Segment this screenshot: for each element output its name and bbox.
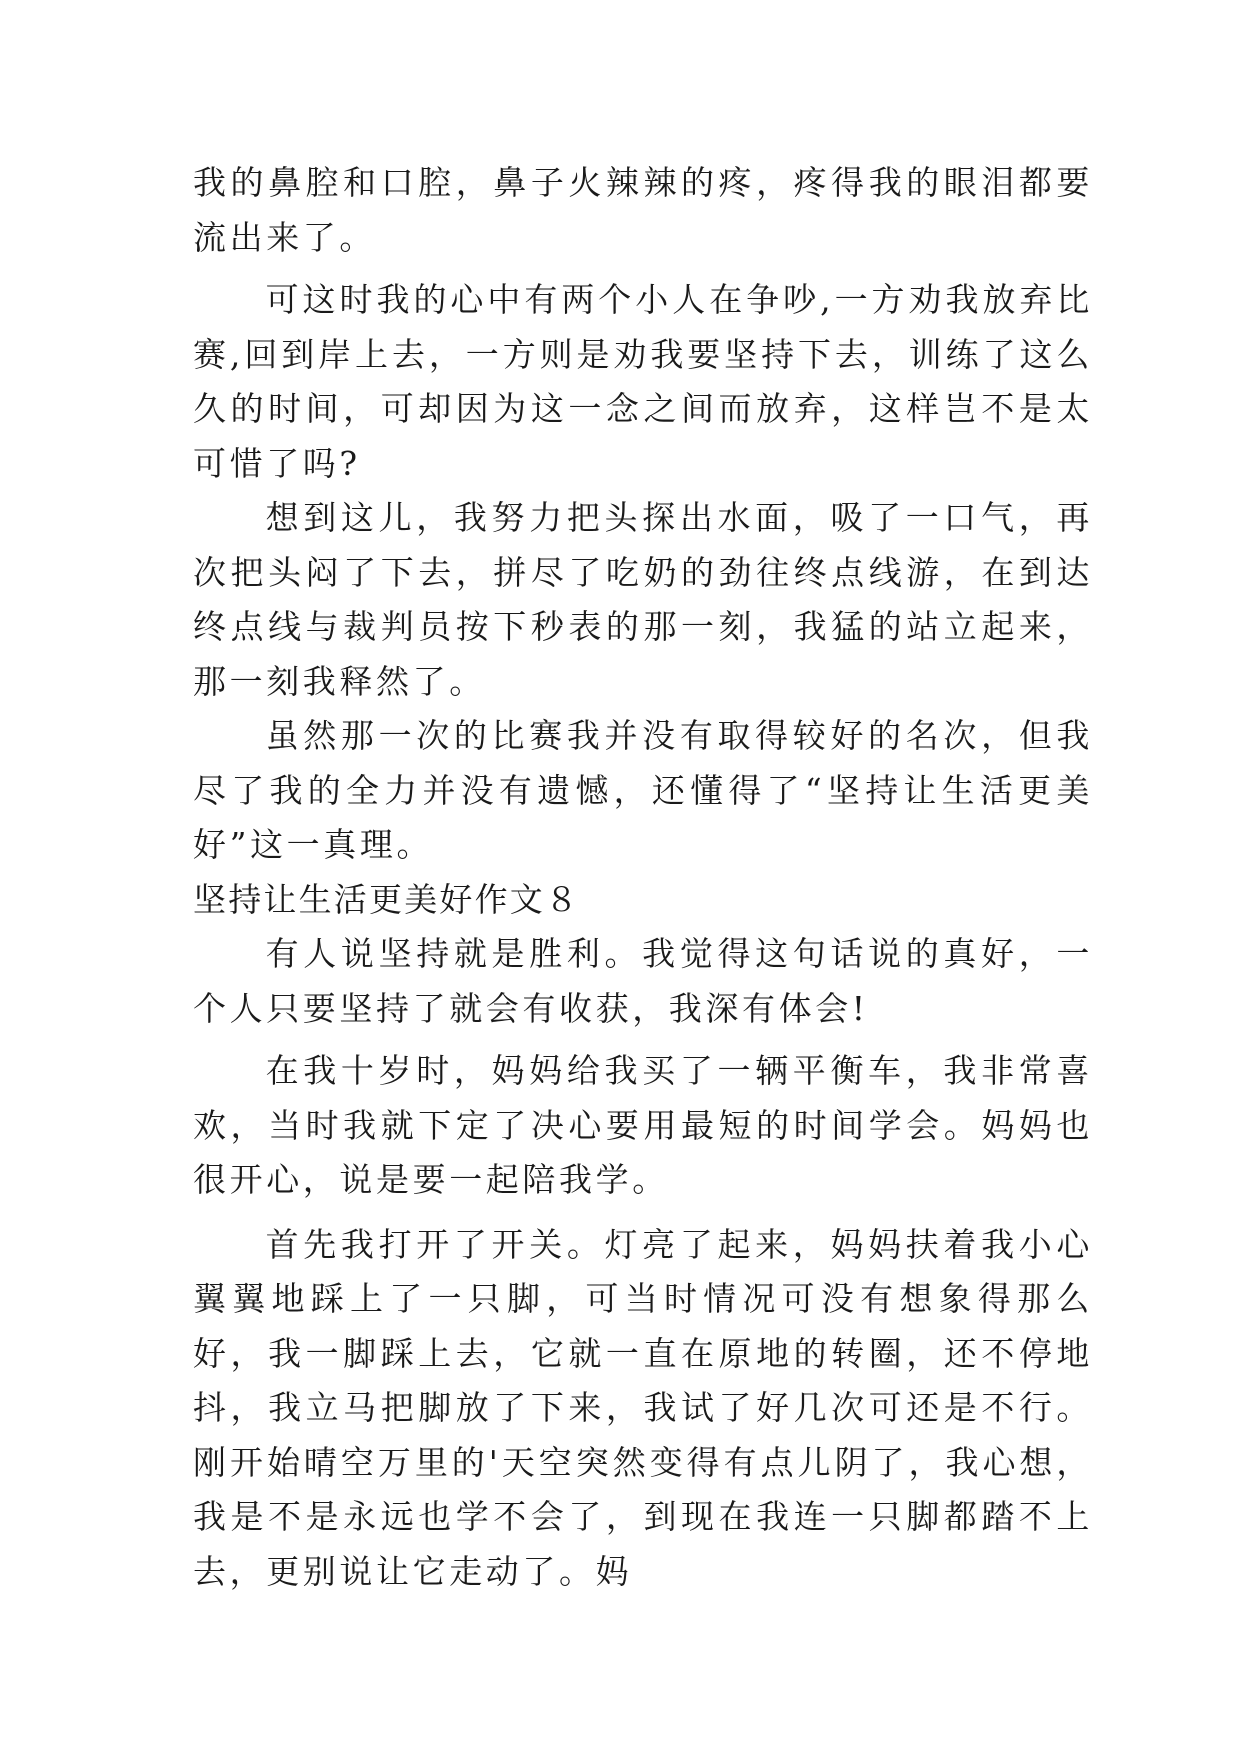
paragraph-conclusion: 虽然那一次的比赛我并没有取得较好的名次，但我尽了我的全力并没有遗憾，还懂得了“坚持让生活更美好”这一真理。 xyxy=(193,716,1093,864)
section-heading: 坚持让生活更美好作文８ xyxy=(193,879,581,919)
paragraph-first-try: 首先我打开了开关。灯亮了起来，妈妈扶着我小心翼翼地踩上了一只脚，可当时情况可没有想象得那么好，我一脚踩上去，它就一直在原地的转圈，还不停地抖，我立马把脚放了下来，我试了好几次可还是不行。刚开始晴空万里的'天空突然变得有点儿阴了，我心想，我是不是永远也学不会了，到现在我连一只脚都踏不上去，更别说让它走动了。妈 xyxy=(193,1224,1093,1591)
paragraph-intro: 有人说坚持就是胜利。我觉得这句话说的真好，一个人只要坚持了就会有收获，我深有体会! xyxy=(193,934,1093,1028)
paragraph-inner-conflict: 可这时我的心中有两个小人在争吵,一方劝我放弃比赛,回到岸上去，一方则是劝我要坚持下去，训练了这么久的时间，可却因为这一念之间而放弃，这样岂不是太可惜了吗? xyxy=(193,280,1093,483)
paragraph-continuation: 我的鼻腔和口腔，鼻子火辣辣的疼，疼得我的眼泪都要流出来了。 xyxy=(193,163,1093,257)
paragraph-balance-car: 在我十岁时，妈妈给我买了一辆平衡车，我非常喜欢，当时我就下定了决心要用最短的时间学会。妈妈也很开心，说是要一起陪我学。 xyxy=(193,1051,1093,1199)
document-body xyxy=(193,156,1093,1599)
paragraph-finish-line: 想到这儿，我努力把头探出水面，吸了一口气，再次把头闷了下去，拼尽了吃奶的劲往终点线游，在到达终点线与裁判员按下秒表的那一刻，我猛的站立起来，那一刻我释然了。 xyxy=(193,498,1093,701)
